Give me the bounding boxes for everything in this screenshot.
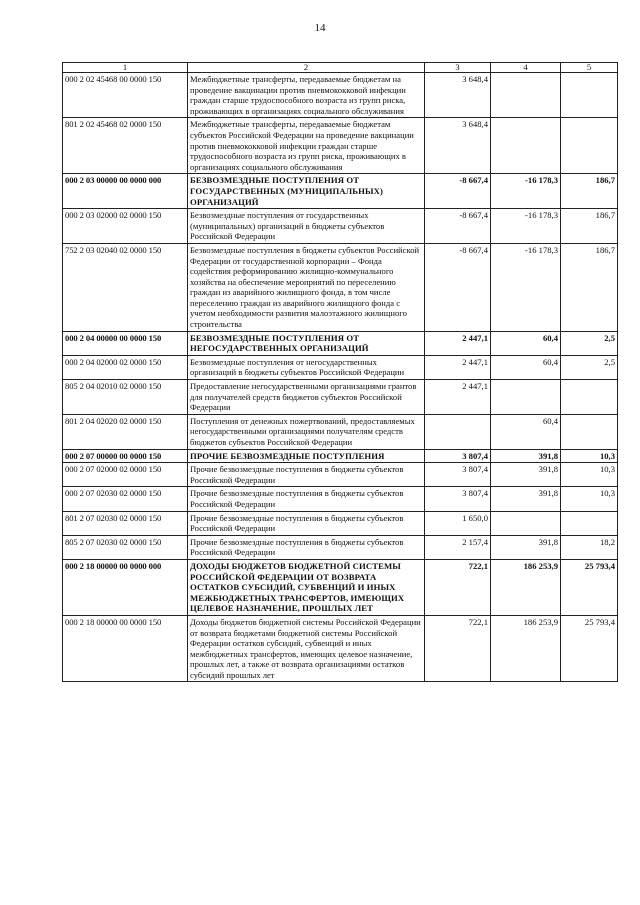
column-number-5: 5 (561, 63, 618, 73)
row-code: 000 2 18 00000 00 0000 000 (63, 559, 188, 615)
row-code: 000 2 18 00000 00 0000 150 (63, 615, 188, 682)
row-value-col4: 60,4 (491, 331, 561, 355)
row-name: ДОХОДЫ БЮДЖЕТОВ БЮДЖЕТНОЙ СИСТЕМЫ РОССИЙСКОЙ ФЕДЕРАЦИИ ОТ ВОЗВРАТА ОСТАТКОВ СУБСИДИЙ, СУБВЕНЦИЙ И ИНЫХ МЕЖБЮДЖЕТНЫХ ТРАНСФЕРТОВ, ИМЕЮЩИХ ЦЕЛЕВОЕ НАЗНАЧЕНИЕ, ПРОШЛЫХ ЛЕТ (188, 559, 425, 615)
row-value-col4: -16 178,3 (491, 209, 561, 244)
row-value-col4: 186 253,9 (491, 559, 561, 615)
row-value-col4 (491, 118, 561, 174)
row-value-col4 (491, 73, 561, 118)
row-code: 000 2 07 00000 00 0000 150 (63, 449, 188, 463)
row-code: 752 2 03 02040 02 0000 150 (63, 243, 188, 331)
row-value-col5: 10,3 (561, 487, 618, 511)
table-row (63, 414, 618, 449)
row-value-col5 (561, 380, 618, 415)
row-value-col4: 60,4 (491, 355, 561, 379)
row-name: Безвозмездные поступления от негосударственных организаций в бюджеты субъектов Российской Федерации (188, 355, 425, 379)
page-number: 14 (314, 22, 326, 34)
table-row (63, 73, 618, 118)
table-row (63, 463, 618, 487)
row-code: 801 2 02 45468 02 0000 150 (63, 118, 188, 174)
table-row (63, 380, 618, 415)
row-code: 805 2 04 02010 02 0000 150 (63, 380, 188, 415)
row-value-col5: 186,7 (561, 209, 618, 244)
row-name: БЕЗВОЗМЕЗДНЫЕ ПОСТУПЛЕНИЯ ОТ ГОСУДАРСТВЕННЫХ (МУНИЦИПАЛЬНЫХ) ОРГАНИЗАЦИЙ (188, 174, 425, 209)
column-number-1: 1 (63, 63, 188, 73)
row-value-col4: 60,4 (491, 414, 561, 449)
row-value-col5: 25 793,4 (561, 559, 618, 615)
row-value-col4: -16 178,3 (491, 174, 561, 209)
row-code: 805 2 07 02030 02 0000 150 (63, 535, 188, 559)
table-row (63, 615, 618, 682)
row-name: Прочие безвозмездные поступления в бюджеты субъектов Российской Федерации (188, 463, 425, 487)
row-name: Безвозмездные поступления в бюджеты субъектов Российской Федерации от государственной корпорации – Фонда содействия реформированию жилищно-коммунального хозяйства на обеспечение мероприятий по переселению граждан из аварийного жилищного фонда, в том числе переселению граждан из аварийного жилищного фонда с учетом необходимости развития малоэтажного жилищного строительства (188, 243, 425, 331)
row-value-col3: -8 667,4 (425, 209, 491, 244)
row-code: 000 2 04 02000 02 0000 150 (63, 355, 188, 379)
row-value-col3: -8 667,4 (425, 243, 491, 331)
table-row-section (63, 174, 618, 209)
row-value-col5: 25 793,4 (561, 615, 618, 682)
row-value-col4: 391,8 (491, 449, 561, 463)
table-body (63, 73, 618, 682)
row-value-col5: 186,7 (561, 174, 618, 209)
row-value-col3: 2 157,4 (425, 535, 491, 559)
row-value-col4: 186 253,9 (491, 615, 561, 682)
row-code: 000 2 07 02000 02 0000 150 (63, 463, 188, 487)
row-value-col3: 722,1 (425, 559, 491, 615)
table-row-section (63, 449, 618, 463)
row-value-col4: 391,8 (491, 463, 561, 487)
row-value-col3: -8 667,4 (425, 174, 491, 209)
column-number-4: 4 (491, 63, 561, 73)
row-name: Прочие безвозмездные поступления в бюджеты субъектов Российской Федерации (188, 511, 425, 535)
table-row (63, 209, 618, 244)
row-value-col4: 391,8 (491, 535, 561, 559)
row-value-col4 (491, 511, 561, 535)
column-number-2: 2 (188, 63, 425, 73)
table-row-section (63, 559, 618, 615)
row-name: Прочие безвозмездные поступления в бюджеты субъектов Российской Федерации (188, 535, 425, 559)
row-name: Прочие безвозмездные поступления в бюджеты субъектов Российской Федерации (188, 487, 425, 511)
row-value-col3: 722,1 (425, 615, 491, 682)
row-value-col3: 2 447,1 (425, 331, 491, 355)
row-name: ПРОЧИЕ БЕЗВОЗМЕЗДНЫЕ ПОСТУПЛЕНИЯ (188, 449, 425, 463)
row-code: 000 2 03 02000 02 0000 150 (63, 209, 188, 244)
row-value-col3: 1 650,0 (425, 511, 491, 535)
row-value-col3: 3 648,4 (425, 118, 491, 174)
row-value-col5: 18,2 (561, 535, 618, 559)
row-value-col5: 2,5 (561, 331, 618, 355)
row-value-col5 (561, 73, 618, 118)
row-code: 000 2 02 45468 00 0000 150 (63, 73, 188, 118)
budget-table (62, 62, 618, 682)
row-name: Межбюджетные трансферты, передаваемые бюджетам на проведение вакцинации против пневмококковой инфекции граждан старше трудоспособного возраста из групп риска, проживающих в организациях социального обслуживания (188, 73, 425, 118)
row-value-col3: 3 648,4 (425, 73, 491, 118)
row-name: Предоставление негосударственными организациями грантов для получателей средств бюджетов субъектов Российской Федерации (188, 380, 425, 415)
row-name: Межбюджетные трансферты, передаваемые бюджетам субъектов Российской Федерации на проведение вакцинации против пневмококковой инфекции граждан старше трудоспособного возраста из групп риска, проживающих в организациях социального обслуживания (188, 118, 425, 174)
row-code: 801 2 04 02020 02 0000 150 (63, 414, 188, 449)
row-value-col4: -16 178,3 (491, 243, 561, 331)
row-value-col5: 10,3 (561, 449, 618, 463)
row-value-col4: 391,8 (491, 487, 561, 511)
column-number-3: 3 (425, 63, 491, 73)
row-value-col5 (561, 414, 618, 449)
row-value-col5: 2,5 (561, 355, 618, 379)
row-value-col3 (425, 414, 491, 449)
table-row-section (63, 331, 618, 355)
row-value-col5: 10,3 (561, 463, 618, 487)
row-code: 000 2 07 02030 02 0000 150 (63, 487, 188, 511)
table-row (63, 511, 618, 535)
row-value-col3: 3 807,4 (425, 487, 491, 511)
row-value-col3: 2 447,1 (425, 380, 491, 415)
row-code: 000 2 04 00000 00 0000 150 (63, 331, 188, 355)
row-value-col5 (561, 511, 618, 535)
row-value-col5 (561, 118, 618, 174)
row-name: Поступления от денежных пожертвований, предоставляемых негосударственными организациями получателям средств бюджетов субъектов Российской Федерации (188, 414, 425, 449)
table-row (63, 118, 618, 174)
row-value-col5: 186,7 (561, 243, 618, 331)
row-value-col3: 3 807,4 (425, 463, 491, 487)
row-name: Доходы бюджетов бюджетной системы Российской Федерации от возврата бюджетами бюджетной системы Российской Федерации остатков субсидий, субвенций и иных межбюджетных трансфертов, имеющих целевое назначение, прошлых лет, а также от возврата организациями остатков субсидий прошлых лет (188, 615, 425, 682)
row-value-col3: 3 807,4 (425, 449, 491, 463)
table-row (63, 355, 618, 379)
table-row (63, 535, 618, 559)
column-number-row (63, 63, 618, 73)
row-value-col3: 2 447,1 (425, 355, 491, 379)
row-name: Безвозмездные поступления от государственных (муниципальных) организаций в бюджеты субъектов Российской Федерации (188, 209, 425, 244)
row-value-col4 (491, 380, 561, 415)
row-name: БЕЗВОЗМЕЗДНЫЕ ПОСТУПЛЕНИЯ ОТ НЕГОСУДАРСТВЕННЫХ ОРГАНИЗАЦИЙ (188, 331, 425, 355)
row-code: 000 2 03 00000 00 0000 000 (63, 174, 188, 209)
table-row (63, 243, 618, 331)
table-row (63, 487, 618, 511)
row-code: 801 2 07 02030 02 0000 150 (63, 511, 188, 535)
